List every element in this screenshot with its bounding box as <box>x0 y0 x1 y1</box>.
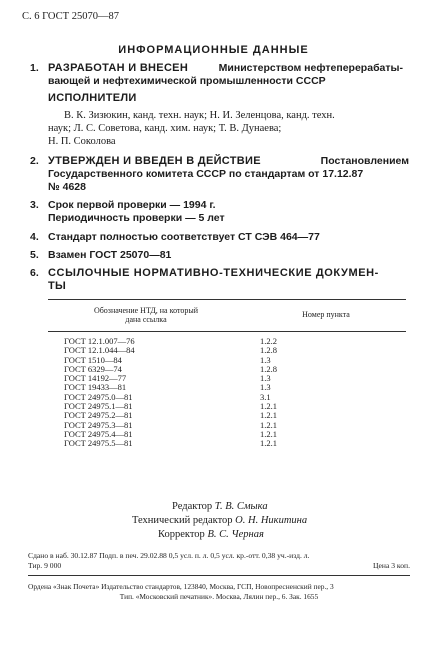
document-cell: ГОСТ 12.1.007—76 <box>64 336 135 346</box>
price: Цена 3 коп. <box>373 561 410 570</box>
clause-cell: 1.2.1 <box>260 438 277 449</box>
section-heading: РАЗРАБОТАН И ВНЕСЕН <box>48 62 189 74</box>
performers-heading: ИСПОЛНИТЕЛИ <box>48 92 137 104</box>
column-header-clause: Номер пункта <box>302 310 350 319</box>
document-cell: ГОСТ 24975.5—81 <box>64 438 133 449</box>
section-text: Министерством нефтеперерабаты- <box>218 62 403 74</box>
editor-name: Т. В. Смыка <box>214 501 268 512</box>
section-heading: ТЫ <box>48 280 67 292</box>
corrector-label: Корректор <box>158 529 205 540</box>
section-text: вающей и нефтехимической промышленности СССР <box>48 75 326 87</box>
table-row <box>48 439 277 448</box>
section-number: 1. <box>30 62 39 74</box>
clause-cell: 1.2.2 <box>260 336 277 346</box>
document-cell: ГОСТ 24975.4—81 <box>64 428 133 439</box>
column-header-line: дана ссылка <box>125 315 167 324</box>
section-text: Стандарт полностью соответствует СТ СЭВ 464—77 <box>48 231 320 243</box>
table-top-rule <box>48 299 406 300</box>
page-header: С. 6 ГОСТ 25070—87 <box>22 11 119 22</box>
publisher-line-2: Тип. «Московский печатник». Москва, Лялин пер., 6. Зак. 1655 <box>119 592 319 601</box>
clause-cell: 1.3 <box>260 354 271 365</box>
performers-text: Н. П. Соколова <box>48 136 116 147</box>
tech-editor-name: О. Н. Никитина <box>235 515 308 526</box>
document-cell: ГОСТ 24975.3—81 <box>64 419 133 430</box>
performers-text: В. К. Зизюкин, канд. техн. наук; Н. И. Зеленцова, канд. техн. <box>64 110 335 121</box>
imprint-line-2 <box>28 561 410 571</box>
performers-line <box>48 123 407 135</box>
section-heading: УТВЕРЖДЕН И ВВЕДЕН В ДЕЙСТВИЕ <box>48 155 261 167</box>
section-line <box>48 155 409 167</box>
section-number: 4. <box>30 231 39 243</box>
document-cell: ГОСТ 12.1.044—84 <box>64 345 135 356</box>
document-cell: ГОСТ 1510—84 <box>64 354 122 365</box>
clause-cell: 1.2.1 <box>260 401 277 412</box>
performers-line <box>64 110 407 122</box>
section-line <box>48 62 403 74</box>
section-number: 6. <box>30 267 39 279</box>
section-text: Государственного комитета СССР по стандартам от 17.12.87 <box>48 168 364 180</box>
clause-cell: 1.3 <box>260 382 271 393</box>
document-cell: ГОСТ 19433—81 <box>64 382 127 393</box>
column-header-document <box>48 306 244 324</box>
clause-cell: 1.2.8 <box>260 345 277 356</box>
section-text: Постановлением <box>320 155 409 167</box>
performers-text: наук; Л. С. Советова, канд. хим. наук; Т. В. Дунаева; <box>48 123 282 134</box>
section-heading: ССЫЛОЧНЫЕ НОРМАТИВНО-ТЕХНИЧЕСКИЕ ДОКУМЕН- <box>48 267 379 279</box>
print-run: Тир. 9 000 <box>28 561 62 570</box>
section-number: 3. <box>30 199 39 211</box>
document-cell: ГОСТ 6329—74 <box>64 363 122 374</box>
tech-editor-label: Технический редактор <box>132 515 233 526</box>
imprint-line: Сдано в наб. 30.12.87 Подп. в печ. 29.02.88 0,5 усл. п. л. 0,5 усл. кр.-отт. 0,38 уч.-изд. л. <box>28 551 310 560</box>
section-text: Срок первой проверки — 1994 г. <box>48 199 216 211</box>
section-text: Взамен ГОСТ 25070—81 <box>48 249 172 261</box>
publisher-line: Ордена «Знак Почета» Издательство стандартов, 123840, Москва, ГСП, Новопресненский пер., 3 <box>28 582 334 591</box>
document-cell: ГОСТ 24975.0—81 <box>64 391 133 402</box>
editor-line <box>172 501 268 513</box>
corrector-name: В. С. Черная <box>207 529 264 540</box>
clause-cell: 1.2.8 <box>260 363 277 374</box>
document-cell: ГОСТ 24975.1—81 <box>64 401 133 412</box>
clause-cell: 1.2.1 <box>260 428 277 439</box>
document-cell: ГОСТ 14192—77 <box>64 373 127 384</box>
document-title: ИНФОРМАЦИОННЫЕ ДАННЫЕ <box>118 44 309 56</box>
document-cell: ГОСТ 24975.2—81 <box>64 410 133 421</box>
clause-cell: 1.3 <box>260 373 271 384</box>
section-number: 2. <box>30 155 39 167</box>
references-table-body <box>48 337 277 449</box>
clause-cell: 1.2.1 <box>260 410 277 421</box>
table-header-rule <box>48 331 406 332</box>
section-text: № 4628 <box>48 181 86 193</box>
column-header-line: Обозначение НТД, на который <box>93 306 199 315</box>
clause-cell: 1.2.1 <box>260 419 277 430</box>
section-text: Периодичность проверки — 5 лет <box>48 212 225 224</box>
imprint-rule <box>28 575 410 576</box>
tech-editor-line <box>132 515 307 527</box>
editor-label: Редактор <box>172 501 213 512</box>
clause-cell: 3.1 <box>260 391 271 402</box>
corrector-line <box>158 529 264 541</box>
section-number: 5. <box>30 249 39 261</box>
